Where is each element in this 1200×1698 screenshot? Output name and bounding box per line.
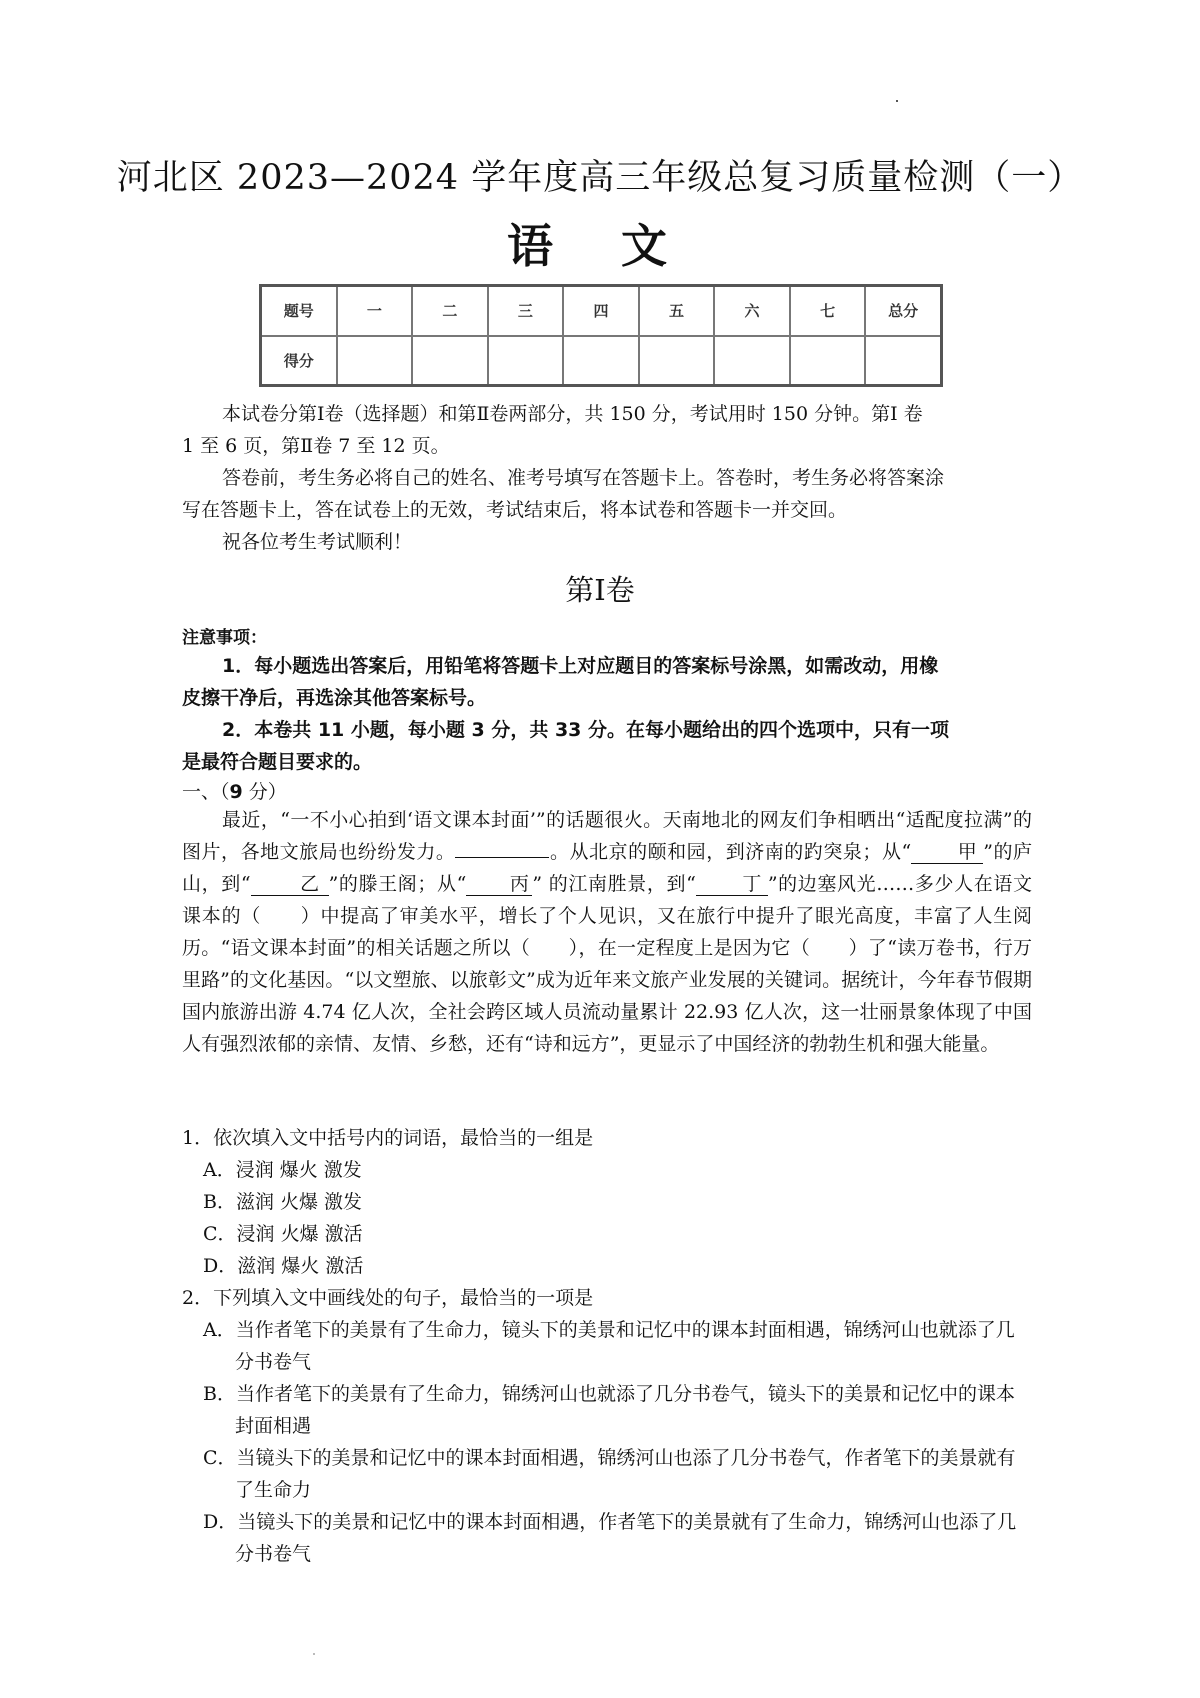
score-table-cell: 二	[412, 286, 488, 336]
blank-jia: 甲	[911, 841, 983, 864]
note-2	[182, 714, 1030, 778]
score-table-cell: 三	[488, 286, 564, 336]
blank-yi: 乙	[251, 873, 329, 896]
speck-mark	[896, 100, 898, 102]
speck-mark	[313, 1653, 315, 1655]
note-1	[182, 650, 1030, 714]
option-a[interactable]: A．浸润 爆火 激发	[203, 1159, 362, 1181]
fill-blank-line	[455, 857, 549, 858]
score-cell-empty	[337, 336, 413, 386]
score-table-cell: 六	[714, 286, 790, 336]
score-cell-empty	[865, 336, 941, 386]
exam-title: 河北区 2023—2024 学年度高三年级总复习质量检测（一）	[116, 158, 1084, 198]
question-1	[182, 1122, 1032, 1282]
score-cell-empty	[714, 336, 790, 386]
intro-paragraph-2	[182, 462, 1030, 526]
score-table-score-row	[261, 336, 942, 386]
score-table-cell: 五	[639, 286, 715, 336]
intro-line: 写在答题卡上，答在试卷上的无效，考试结束后，将本试卷和答题卡一并交回。	[182, 499, 848, 521]
question-stem: 2．下列填入文中画线处的句子，最恰当的一项是	[182, 1287, 594, 1309]
note-line: 1．每小题选出答案后，用铅笔将答题卡上对应题目的答案标号涂黑，如需改动，用橡	[222, 655, 939, 677]
note-line: 皮擦干净后，再选涂其他答案标号。	[182, 687, 487, 709]
passage-text: ” 的江南胜景，到“	[532, 873, 696, 895]
option-d[interactable]: D．当镜头下的美景和记忆中的课本封面相遇，作者笔下的美景就有了生命力，锦绣河山也添了几分书卷气	[203, 1511, 1017, 1565]
score-cell-empty	[412, 336, 488, 386]
subject-title: 语 文	[506, 219, 693, 273]
option-c[interactable]: C．浸润 火爆 激活	[203, 1223, 363, 1245]
passage-text: ”的滕王阁；从“	[328, 873, 467, 895]
intro-line: 本试卷分第Ⅰ卷（选择题）和第Ⅱ卷两部分，共 150 分，考试用时 150 分钟。第Ⅰ 卷	[222, 403, 923, 425]
score-cell-empty	[488, 336, 564, 386]
score-table-cell: 四	[563, 286, 639, 336]
score-cell-empty	[563, 336, 639, 386]
question-stem: 1．依次填入文中括号内的词语，最恰当的一组是	[182, 1127, 594, 1149]
intro-line: 1 至 6 页，第Ⅱ卷 7 至 12 页。	[182, 435, 450, 457]
intro-wishes: 祝各位考生考试顺利！	[222, 531, 413, 553]
passage-text: 最近，“一不小心拍到‘语文课本封面’”的话题很火。天南地北的网友们争相晒出“适配度拉满”的图片，各地文旅局也纷纷发力。	[182, 809, 1032, 863]
part-title: 第Ⅰ卷	[565, 573, 635, 607]
note-line: 2．本卷共 11 小题，每小题 3 分，共 33 分。在每小题给出的四个选项中，只有一项	[222, 719, 950, 741]
intro-paragraph-1	[182, 398, 1030, 462]
score-cell-empty	[790, 336, 866, 386]
intro-line: 答卷前，考生务必将自己的姓名、准考号填写在答题卡上。答卷时，考生务必将答案涂	[222, 467, 945, 489]
option-d[interactable]: D．滋润 爆火 激活	[203, 1255, 364, 1277]
score-table-cell: 七	[790, 286, 866, 336]
notes-heading: 注意事项：	[182, 628, 267, 648]
reading-passage	[182, 804, 1032, 1060]
score-table-header-row	[261, 286, 942, 336]
section-points: 9	[229, 781, 243, 803]
blank-ding: 丁	[696, 873, 768, 896]
section-heading-prefix: 一、（	[182, 781, 230, 803]
score-row-label: 得分	[261, 336, 337, 386]
passage-text: ”的庐山，到“	[182, 841, 1032, 895]
passage-text: ”的边塞风光……多少人在语文课本的（ ）中提高了审美水平，增长了个人见识，又在旅行中提升了眼光高度，丰富了人生阅历。“语文课本封面”的相关话题之所以（ ），在一定程度上是因为它（ ）了“读万卷书，行万里路”的文化基因。“以文塑旅、以旅彰文”成为近年来文旅产业发展的关键词。据统计，今年春节假期国内旅游出游 4.74 亿人次，全社会跨区域人员流动量累计 22.93 亿人次，这一壮丽景象体现了中国人有强烈浓郁的亲情、友情、乡愁，还有“诗和远方”，更显示了中国经济的勃勃生机和强大能量。	[182, 873, 1033, 1055]
section-heading-suffix: 分）	[242, 781, 287, 803]
score-table-cell: 题号	[261, 286, 337, 336]
score-table-cell: 总分	[865, 286, 941, 336]
passage-text: 。从北京的颐和园，到济南的趵突泉；从“	[549, 841, 912, 863]
note-line: 是最符合题目要求的。	[182, 751, 373, 773]
score-cell-empty	[639, 336, 715, 386]
question-2	[182, 1282, 1032, 1570]
option-c[interactable]: C．当镜头下的美景和记忆中的课本封面相遇，锦绣河山也添了几分书卷气，作者笔下的美景就有了生命力	[203, 1447, 1016, 1501]
option-a[interactable]: A．当作者笔下的美景有了生命力，镜头下的美景和记忆中的课本封面相遇，锦绣河山也就添了几分书卷气	[203, 1319, 1015, 1373]
score-table	[259, 284, 943, 387]
score-table-cell: 一	[337, 286, 413, 336]
option-b[interactable]: B．滋润 火爆 激发	[203, 1191, 363, 1213]
blank-bing: 丙	[466, 873, 532, 896]
option-b[interactable]: B．当作者笔下的美景有了生命力，锦绣河山也就添了几分书卷气，镜头下的美景和记忆中的课本封面相遇	[203, 1383, 1015, 1437]
